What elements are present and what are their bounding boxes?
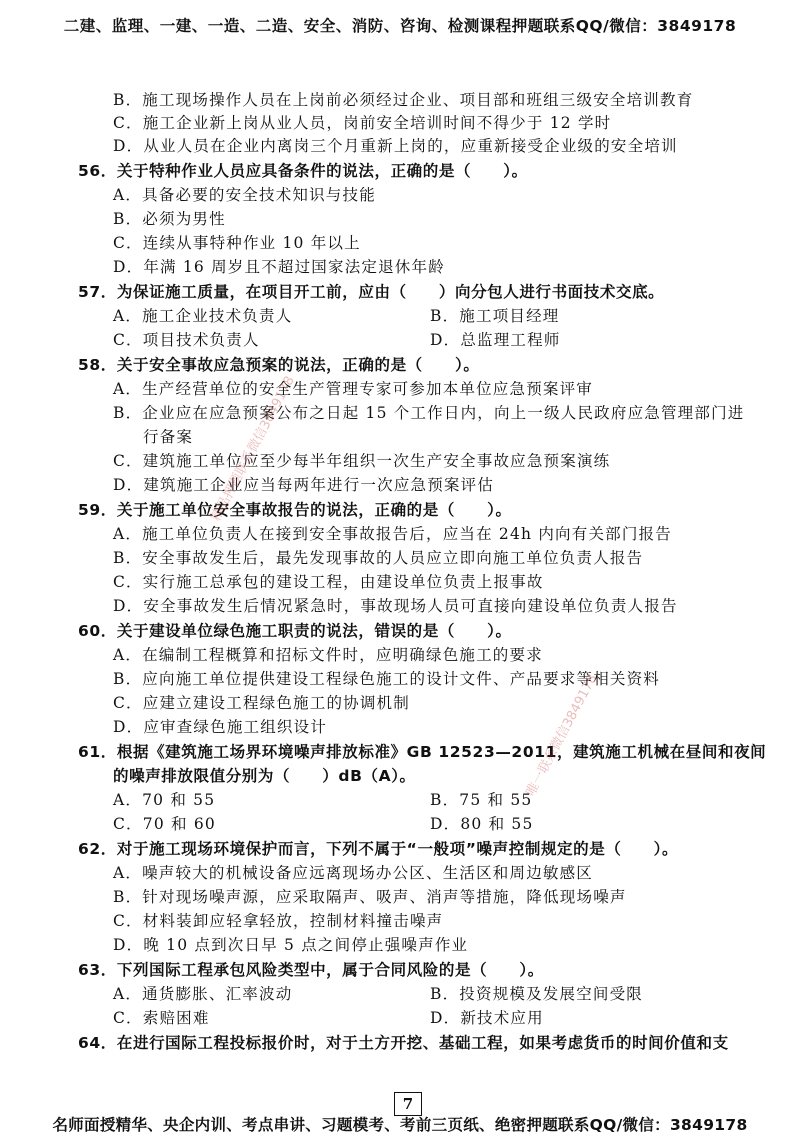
option-63b: B．投资规模及发展空间受限: [430, 985, 643, 1003]
option-63d: D．新技术应用: [430, 1009, 544, 1027]
option-57c: C．项目技术负责人: [113, 331, 260, 349]
option-62d: D．晚 10 点到次日早 5 点之间停止强噪声作业: [113, 936, 469, 954]
question-61-cont: 的噪声排放限值分别为（ ）dB（A）。: [113, 767, 416, 785]
option-60b: B．应向施工单位提供建设工程绿色施工的设计文件、产品要求等相关资料: [113, 670, 660, 688]
option-57b: B．施工项目经理: [430, 307, 560, 325]
option-62c: C．材料装卸应轻拿轻放，控制材料撞击噪声: [113, 912, 444, 930]
question-61: 61．根据《建筑施工场界环境噪声排放标准》GB 12523—2011，建筑施工机械在昼间和夜间: [78, 743, 767, 761]
question-58: 58．关于安全事故应急预案的说法，正确的是（ ）。: [78, 356, 480, 374]
option-55d: D．从业人员在企业内离岗三个月重新上岗的，应重新接受企业级的安全培训: [113, 137, 678, 155]
option-60d: D．应审查绿色施工组织设计: [113, 718, 328, 736]
option-58d: D．建筑施工企业应当每两年进行一次应急预案评估: [113, 476, 495, 494]
option-56b: B．必须为男性: [113, 210, 226, 228]
option-63a: A．通货膨胀、汇率波动: [113, 985, 293, 1003]
option-59b: B．安全事故发生后，最先发现事故的人员应立即向施工单位负责人报告: [113, 549, 644, 567]
option-60c: C．应建立建设工程绿色施工的协调机制: [113, 694, 410, 712]
footer-banner: 名师面授精华、央企内训、考点串讲、习题模考、考前三页纸、绝密押题联系QQ/微信：3849178: [52, 1116, 748, 1134]
watermark-left: 精品押题联系微信3849178: [208, 373, 298, 524]
option-58a: A．生产经营单位的安全生产管理专家可参加本单位应急预案评审: [113, 380, 593, 398]
option-57a: A．施工企业技术负责人: [113, 307, 293, 325]
option-61b: B．75 和 55: [430, 791, 533, 809]
option-55b: B．施工现场操作人员在上岗前必须经过企业、项目部和班组三级安全培训教育: [113, 91, 694, 109]
option-60a: A．在编制工程概算和招标文件时，应明确绿色施工的要求: [113, 646, 543, 664]
option-56d: D．年满 16 周岁且不超过国家法定退休年龄: [113, 258, 445, 276]
option-55c: C．施工企业新上岗从业人员，岗前安全培训时间不得少于 12 学时: [113, 114, 612, 132]
header-banner: 二建、监理、一建、一造、二造、安全、消防、咨询、检测课程押题联系QQ/微信：3849178: [63, 17, 737, 35]
watermark-right: 唯一联系微信3849178: [523, 671, 601, 799]
question-59: 59．关于施工单位安全事故报告的说法，正确的是（ ）。: [78, 501, 512, 519]
option-59a: A．施工单位负责人在接到安全事故报告后，应当在 24h 内向有关部门报告: [113, 525, 672, 543]
page-number: 7: [394, 1092, 422, 1116]
question-57: 57．为保证施工质量，在项目开工前，应由（ ）向分包人进行书面技术交底。: [78, 283, 665, 301]
option-62a: A．噪声较大的机械设备应远离现场办公区、生活区和周边敏感区: [113, 864, 593, 882]
question-63: 63．下列国际工程承包风险类型中，属于合同风险的是（ ）。: [78, 961, 544, 979]
option-61c: C．70 和 60: [113, 815, 216, 833]
option-58c: C．建筑施工单位应至少每半年组织一次生产安全事故应急预案演练: [113, 452, 611, 470]
option-59c: C．实行施工总承包的建设工程，由建设单位负责上报事故: [113, 573, 544, 591]
question-56: 56．关于特种作业人员应具备条件的说法，正确的是（ ）。: [78, 162, 528, 180]
question-60: 60．关于建设单位绿色施工职责的说法，错误的是（ ）。: [78, 622, 512, 640]
option-61a: A．70 和 55: [113, 791, 216, 809]
option-63c: C．索赔困难: [113, 1009, 210, 1027]
option-61d: D．80 和 55: [430, 815, 534, 833]
option-58b-cont: 行备案: [143, 428, 194, 446]
option-59d: D．安全事故发生后情况紧急时，事故现场人员可直接向建设单位负责人报告: [113, 597, 678, 615]
option-58b: B．企业应在应急预案公布之日起 15 个工作日内，向上一级人民政府应急管理部门进: [113, 404, 745, 422]
option-57d: D．总监理工程师: [430, 331, 561, 349]
option-62b: B．针对现场噪声源，应采取隔声、吸声、消声等措施，降低现场噪声: [113, 888, 627, 906]
option-56c: C．连续从事特种作业 10 年以上: [113, 234, 361, 252]
question-64: 64．在进行国际工程投标报价时，对于土方开挖、基础工程，如果考虑货币的时间价值和支: [78, 1034, 729, 1052]
option-56a: A．具备必要的安全技术知识与技能: [113, 186, 376, 204]
question-62: 62．对于施工现场环境保护而言，下列不属于“一般项”噪声控制规定的是（ ）。: [78, 840, 679, 858]
